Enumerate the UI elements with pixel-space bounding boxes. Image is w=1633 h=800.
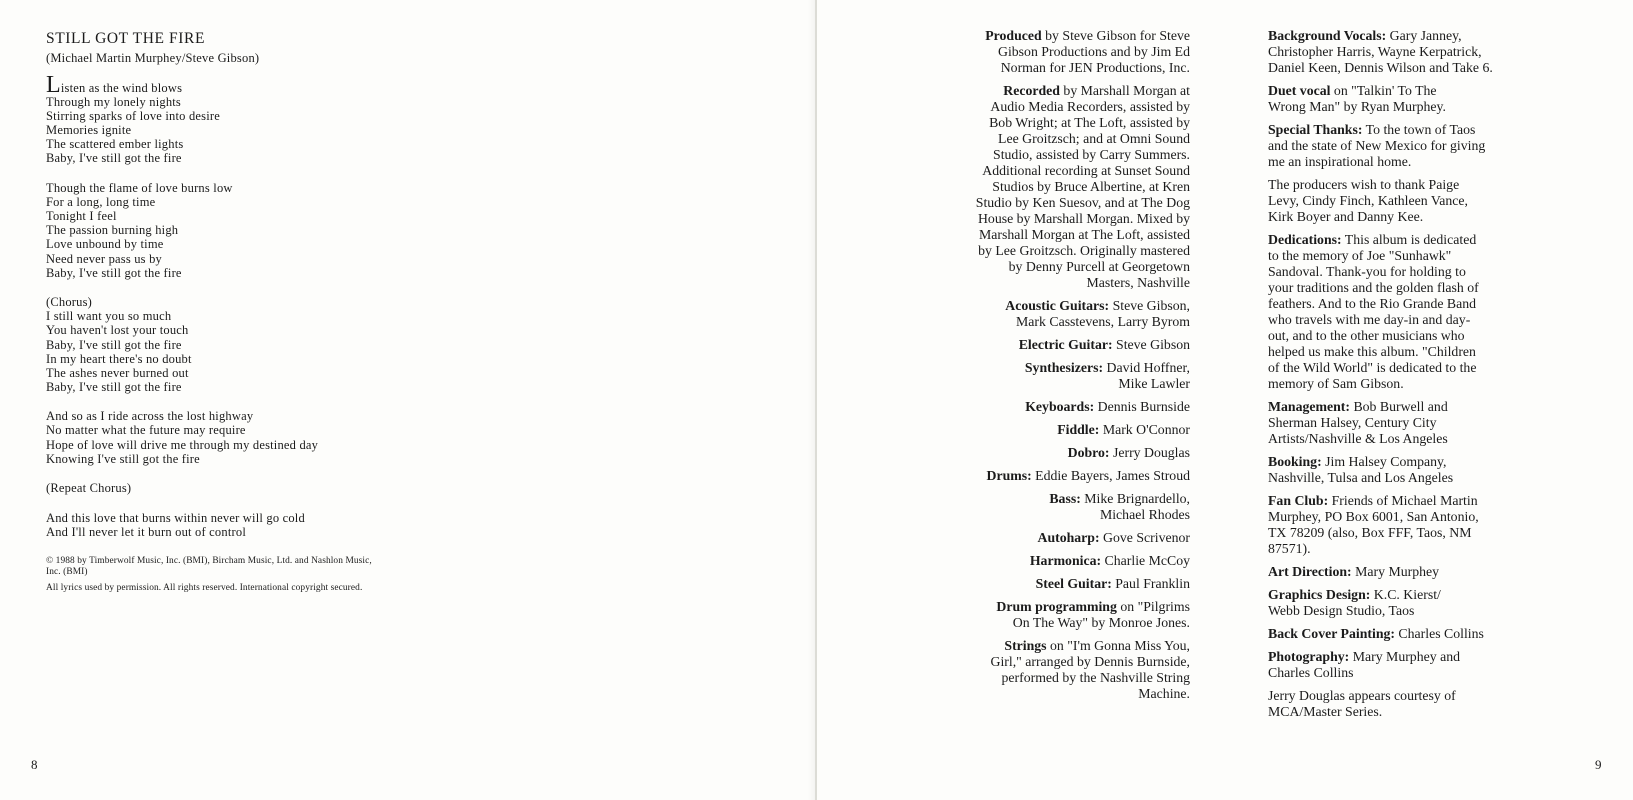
credit-text: TX 78209 (also, Box FFF, Taos, NM <box>1268 525 1472 540</box>
credit-text: Sherman Halsey, Century City <box>1268 415 1437 430</box>
credit-text: Steve Gibson, <box>1109 298 1190 313</box>
credit-entry <box>1268 83 1548 115</box>
lyric-line: Memories ignite <box>46 123 132 138</box>
credit-text: Lee Groitzsch; and at Omni Sound <box>998 131 1190 146</box>
credit-text: 87571). <box>1268 541 1311 556</box>
credit-text: House by Marshall Morgan. Mixed by <box>977 211 1190 226</box>
credit-text: helped us make this album. "Children <box>1268 344 1476 359</box>
lyric-line: Baby, I've still got the fire <box>46 337 182 352</box>
lyric-stanza <box>46 295 466 394</box>
credit-entry <box>1268 564 1548 580</box>
credit-entry <box>925 491 1190 523</box>
credit-text: performed by the Nashville String <box>1001 670 1190 685</box>
credit-entry <box>1268 177 1548 225</box>
credit-text: Wrong Man" by Ryan Murphey. <box>1268 99 1446 114</box>
credit-entry <box>1268 122 1548 170</box>
credit-text: feathers. And to the Rio Grande Band <box>1268 296 1477 311</box>
credits-column-right <box>1268 28 1548 727</box>
credit-text: Audio Media Recorders, assisted by <box>990 99 1190 114</box>
credit-text: memory of Sam Gibson. <box>1268 376 1404 391</box>
credit-entry <box>925 360 1190 392</box>
credit-role: Graphics Design: <box>1268 587 1371 602</box>
credit-role: Fan Club: <box>1268 493 1329 508</box>
credit-role: Management: <box>1268 399 1350 414</box>
credit-role: Harmonica: <box>1029 553 1102 568</box>
credit-text: On The Way" by Monroe Jones. <box>1012 615 1190 630</box>
lyric-line: I still want you so much <box>46 309 172 324</box>
lyric-line: For a long, long time <box>46 195 156 210</box>
lyric-line: The passion burning high <box>46 223 179 238</box>
credit-text: Eddie Bayers, James Stroud <box>1031 468 1190 483</box>
credit-entry <box>925 530 1190 546</box>
credit-text: Webb Design Studio, Taos <box>1268 603 1415 618</box>
credit-entry <box>1268 399 1548 447</box>
credit-role: Dobro: <box>1067 445 1110 460</box>
credit-entry <box>925 83 1190 291</box>
credit-text: by Marshall Morgan at <box>1059 83 1190 98</box>
credit-role: Steel Guitar: <box>1035 576 1112 591</box>
credit-role: Drum programming <box>996 599 1117 614</box>
lyric-stanza <box>46 72 466 166</box>
credit-text: Charles Collins <box>1268 665 1354 680</box>
credit-entry <box>925 298 1190 330</box>
credit-text: by Steve Gibson for Steve <box>1041 28 1190 43</box>
credit-text: Mary Murphey and <box>1349 649 1460 664</box>
credit-role: Back Cover Painting: <box>1268 626 1395 641</box>
lyric-stanza <box>46 511 466 539</box>
credit-text: Studios by Bruce Albertine, at Kren <box>992 179 1190 194</box>
credit-text: of the Wild World" is dedicated to the <box>1268 360 1477 375</box>
credit-text: Friends of Michael Martin <box>1328 493 1478 508</box>
credit-entry <box>925 553 1190 569</box>
credit-text: Dennis Burnside <box>1094 399 1190 414</box>
credit-role: Synthesizers: <box>1024 360 1104 375</box>
credit-entry <box>925 422 1190 438</box>
credit-text: Charles Collins <box>1394 626 1484 641</box>
credit-text: Norman for JEN Productions, Inc. <box>1000 60 1190 75</box>
credit-text: Michael Rhodes <box>1099 507 1190 522</box>
credit-entry <box>925 28 1190 76</box>
song-writers: (Michael Martin Murphey/Steve Gibson) <box>46 51 260 65</box>
credit-text: Christopher Harris, Wayne Kerpatrick, <box>1268 44 1482 59</box>
credit-text: Gibson Productions and by Jim Ed <box>997 44 1190 59</box>
credit-role: Electric Guitar: <box>1018 337 1113 352</box>
credit-entry <box>925 337 1190 353</box>
lyric-line: Tonight I feel <box>46 209 117 224</box>
lyric-line <box>46 72 466 98</box>
credit-text: Mark O'Connor <box>1099 422 1190 437</box>
credit-role: Booking: <box>1268 454 1322 469</box>
credit-role: Special Thanks: <box>1268 122 1363 137</box>
lyric-line: (Repeat Chorus) <box>46 481 132 496</box>
credit-text: Jerry Douglas <box>1109 445 1190 460</box>
credits-column-left <box>925 28 1190 709</box>
drop-cap: L <box>46 72 61 98</box>
credit-entry <box>925 399 1190 415</box>
credit-text: Kirk Boyer and Danny Kee. <box>1268 209 1424 224</box>
lyric-stanza <box>46 409 466 465</box>
lyric-line-text: isten as the wind blows <box>60 81 183 95</box>
credit-entry <box>925 599 1190 631</box>
lyric-line: Through my lonely nights <box>46 95 182 110</box>
credit-text: Nashville, Tulsa and Los Angeles <box>1268 470 1454 485</box>
credit-text: to the memory of Joe "Sunhawk" <box>1268 248 1452 263</box>
credit-text: your traditions and the golden flash of <box>1268 280 1479 295</box>
song-title: STILL GOT THE FIRE <box>46 30 206 47</box>
lyric-line: And so as I ride across the lost highway <box>46 409 254 424</box>
credit-text: Additional recording at Sunset Sound <box>982 163 1190 178</box>
credit-entry <box>925 445 1190 461</box>
credit-role: Acoustic Guitars: <box>1005 298 1110 313</box>
credit-text: Paul Franklin <box>1111 576 1190 591</box>
credit-entry <box>1268 232 1548 392</box>
credit-text: This album is dedicated <box>1341 232 1477 247</box>
lyric-line: No matter what the future may require <box>46 423 246 438</box>
credit-role: Keyboards: <box>1025 399 1095 414</box>
copyright-line: All lyrics used by permission. All rights reserved. International copyright secured. <box>46 583 363 593</box>
left-page <box>0 0 815 800</box>
credit-text: who travels with me day-in and day- <box>1268 312 1471 327</box>
lyric-line: Stirring sparks of love into desire <box>46 109 220 124</box>
credit-text: Mary Murphey <box>1351 564 1440 579</box>
credit-role: Art Direction: <box>1268 564 1352 579</box>
credit-entry <box>925 576 1190 592</box>
lyric-line: Love unbound by time <box>46 237 164 252</box>
credit-text: The producers wish to thank Paige <box>1268 177 1460 192</box>
credit-role: Photography: <box>1268 649 1350 664</box>
page-number-left: 8 <box>31 757 38 772</box>
credit-text: by Denny Purcell at Georgetown <box>1008 259 1190 274</box>
lyric-line: In my heart there's no doubt <box>46 351 192 366</box>
credit-role: Produced <box>985 28 1042 43</box>
credit-entry <box>1268 454 1548 486</box>
lyric-line: Baby, I've still got the fire <box>46 379 182 394</box>
lyric-stanza <box>46 181 466 280</box>
lyric-line: The scattered ember lights <box>46 137 184 152</box>
credit-text: Charlie McCoy <box>1101 553 1190 568</box>
copyright-line: © 1988 by Timberwolf Music, Inc. (BMI), Bircham Music, Ltd. and Nashlon Music, Inc. (BMI) <box>46 556 372 577</box>
credit-text: Machine. <box>1138 686 1190 701</box>
credit-role: Drums: <box>986 468 1032 483</box>
credit-text: Daniel Keen, Dennis Wilson and Take 6. <box>1268 60 1493 75</box>
credit-entry <box>1268 493 1548 557</box>
lyric-line: Need never pass us by <box>46 251 162 266</box>
lyric-line: And this love that burns within never will go cold <box>46 510 305 525</box>
credit-text: on "Talkin' To The <box>1330 83 1437 98</box>
credit-text: David Hoffner, <box>1103 360 1190 375</box>
credit-text: Mike Brignardello, <box>1080 491 1190 506</box>
credit-text: Sandoval. Thank-you for holding to <box>1268 264 1466 279</box>
credit-entry <box>1268 626 1548 642</box>
lyric-line: (Chorus) <box>46 295 93 310</box>
credit-text: on "I'm Gonna Miss You, <box>1046 638 1190 653</box>
credit-text: out, and to the other musicians who <box>1268 328 1465 343</box>
lyric-stanza <box>46 481 466 495</box>
credit-text: Mike Lawler <box>1118 376 1190 391</box>
lyric-line: Though the flame of love burns low <box>46 181 233 196</box>
credit-entry <box>1268 649 1548 681</box>
credit-entry <box>925 468 1190 484</box>
credit-text: Girl," arranged by Dennis Burnside, <box>990 654 1190 669</box>
credit-text: Murphey, PO Box 6001, San Antonio, <box>1268 509 1479 524</box>
credit-text: Steve Gibson <box>1112 337 1190 352</box>
credit-text: Gary Janney, <box>1386 28 1462 43</box>
credit-text: on "Pilgrims <box>1116 599 1190 614</box>
credit-text: by Lee Groitzsch. Originally mastered <box>978 243 1190 258</box>
credit-entry <box>925 638 1190 702</box>
credit-text: Bob Burwell and <box>1350 399 1448 414</box>
credit-text: Studio by Ken Suesov, and at The Dog <box>975 195 1190 210</box>
copyright-notice <box>46 556 376 599</box>
credit-text: Studio, assisted by Carry Summers. <box>993 147 1190 162</box>
credit-text: Marshall Morgan at The Loft, assisted <box>978 227 1190 242</box>
page-number-right: 9 <box>1595 757 1602 772</box>
credit-role: Recorded <box>1003 83 1060 98</box>
credit-text: MCA/Master Series. <box>1268 704 1383 719</box>
credit-text: Levy, Cindy Finch, Kathleen Vance, <box>1268 193 1469 208</box>
credit-text: Jerry Douglas appears courtesy of <box>1268 688 1456 703</box>
credit-role: Background Vocals: <box>1268 28 1387 43</box>
credit-entry <box>1268 688 1548 720</box>
credit-text: Masters, Nashville <box>1086 275 1190 290</box>
credit-text: Bob Wright; at The Loft, assisted by <box>989 115 1190 130</box>
credit-role: Fiddle: <box>1057 422 1100 437</box>
lyric-line: Baby, I've still got the fire <box>46 265 182 280</box>
credit-role: Bass: <box>1049 491 1081 506</box>
credit-entry <box>1268 28 1548 76</box>
credit-text: Gove Scrivenor <box>1099 530 1190 545</box>
lyric-line: Hope of love will drive me through my destined day <box>46 437 319 452</box>
credit-text: K.C. Kierst/ <box>1370 587 1441 602</box>
lyric-line: You haven't lost your touch <box>46 323 189 338</box>
lyric-line: And I'll never let it burn out of control <box>46 524 246 539</box>
credit-text: Jim Halsey Company, <box>1321 454 1447 469</box>
credit-text: To the town of Taos <box>1362 122 1476 137</box>
credit-role: Autoharp: <box>1037 530 1100 545</box>
credit-role: Strings <box>1004 638 1047 653</box>
credit-text: and the state of New Mexico for giving <box>1268 138 1486 153</box>
lyric-line: The ashes never burned out <box>46 365 189 380</box>
credit-text: Artists/Nashville & Los Angeles <box>1268 431 1448 446</box>
credit-role: Dedications: <box>1268 232 1342 247</box>
credit-text: Mark Casstevens, Larry Byrom <box>1016 314 1190 329</box>
lyric-line: Baby, I've still got the fire <box>46 151 182 166</box>
lyric-line: Knowing I've still got the fire <box>46 451 200 466</box>
lyrics <box>46 72 466 555</box>
credit-text: me an inspirational home. <box>1268 154 1412 169</box>
credit-role: Duet vocal <box>1268 83 1331 98</box>
credit-entry <box>1268 587 1548 619</box>
